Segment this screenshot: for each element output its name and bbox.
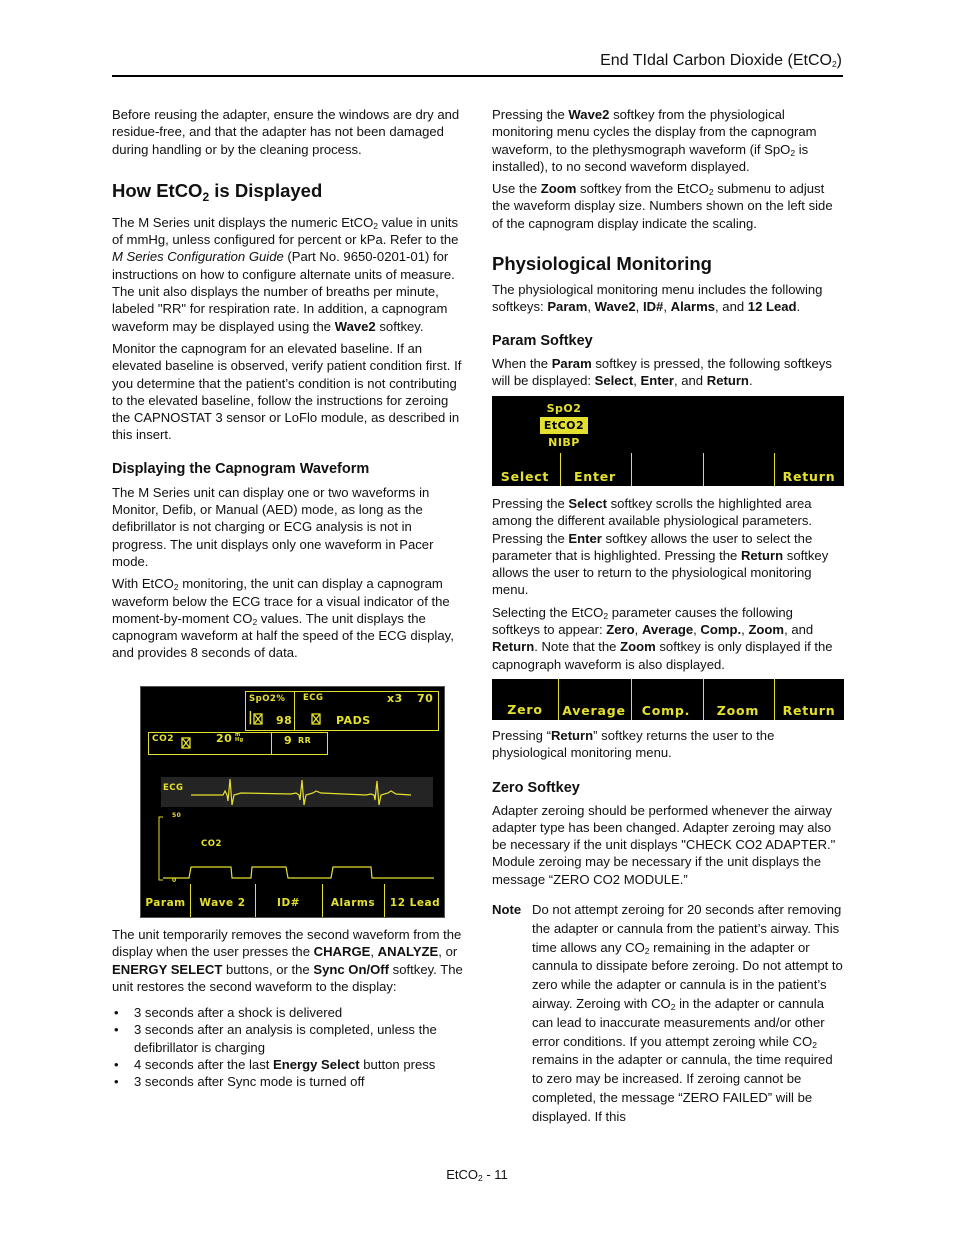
list-item: • 4 seconds after the last Energy Select button press <box>112 1056 464 1073</box>
param-paragraph: When the Param softkey is pressed, the following softkeys will be displayed: Select, Enter, and Return. <box>492 355 832 388</box>
etco2-softkey-bar <box>492 679 844 720</box>
rr-value: 9 <box>284 734 293 747</box>
note-body: Do not attempt zeroing for 20 seconds after removing the adapter or cannula from the patient’s airway. This time allows any $CO_2$ remaining in the adapter or cannula to dissipate before zeroing. Do not attempt to zero while the adapter or cannula is in the patient’s airway. Zeroing with $CO_2$ in the adapter or cannula can lead to inaccurate measurements and/or other error conditions. If you attempt zeroing while $CO_2$ remains in the adapter or cannula, the time required to zero may be increased. If zeroing cannot be completed, the message “ZERO FAILED” will be displayed. If this <box>532 902 843 1124</box>
co2-label: CO2 <box>152 734 175 744</box>
ecg-gain: x3 <box>387 692 403 705</box>
softkey-alarms[interactable]: Alarms <box>330 897 376 909</box>
co2-value: 20 <box>216 732 233 745</box>
zoom-paragraph: Use the Zoom softkey from the EtCO$_2$ submenu to adjust the waveform display size. Numbers shown on the left side of the capnogram display indicate the scaling. <box>492 181 833 231</box>
wave2-paragraph: Pressing the Wave2 softkey from the physiological monitoring menu cycles the display from the capnogram waveform, to the plethysmograph waveform (if SpO$_2$ is installed), to no second waveform displayed. <box>492 107 817 174</box>
select-paragraph: Pressing the Select softkey scrolls the highlighted area among the different available physiological parameters. Pressing the Enter softkey allows the user to select the parameter that is highlighted. Pressing the Return softkey allows the user to return to the physiological monitoring menu. <box>492 496 829 598</box>
left-column <box>112 106 464 667</box>
softkey-divider <box>703 453 704 486</box>
right-column-top <box>492 106 844 394</box>
list-item: • 3 seconds after Sync mode is turned off <box>112 1073 464 1090</box>
heart-rate-value: 70 <box>417 692 434 705</box>
spo2-label: SpO2% <box>249 694 286 704</box>
zero-paragraph: Adapter zeroing should be performed whenever the airway adapter type has been changed. Adapter zeroing may also be necessary if the unit displays "CHECK CO2 ADAPTER." Module zeroing may be necessary if the unit displays the message “ZERO CO2 MODULE.” <box>492 802 836 887</box>
monitor-screen-figure <box>140 686 445 918</box>
co2-scale-top: 50 <box>172 812 182 819</box>
softkey-average[interactable]: Average <box>562 703 626 718</box>
ecg-waveform <box>191 779 411 805</box>
restore-waveform-paragraph: The unit temporarily removes the second waveform from the display when the user presses the CHARGE, ANALYZE, or ENERGY SELECT buttons, or the Sync On/Off softkey. The unit restores the second waveform to the display: <box>112 927 463 994</box>
note-block <box>492 901 844 1127</box>
heading-physiological-monitoring: Physiological Monitoring <box>492 253 712 275</box>
heading-param-softkey: Param Softkey <box>492 332 593 349</box>
param-menu-item-spo2[interactable]: SpO2 <box>546 402 582 415</box>
left-column-lower <box>112 926 464 1091</box>
displaying-paragraph-2: With EtCO$_2$ monitoring, the unit can display a capnogram waveform below the ECG trace for a visual indicator of the moment-by-moment $CO_2$ values. The unit displays the capnogram waveform at half the speed of the ECG display, and provides 8 seconds of data. <box>112 576 454 661</box>
softkey-return[interactable]: Return <box>782 469 836 484</box>
list-item: • 3 seconds after a shock is delivered <box>112 1004 464 1021</box>
physiological-paragraph: The physiological monitoring menu includes the following softkeys: Param, Wave2, ID#, Alarms, and 12 Lead. <box>492 282 823 315</box>
ecg-trace-label: ECG <box>163 783 184 793</box>
right-column-lower <box>492 727 844 1127</box>
co2-scale-bottom: 0 <box>172 877 177 884</box>
spo2-value: 98 <box>276 714 293 727</box>
return-paragraph: Pressing “Return” softkey returns the user to the physiological monitoring menu. <box>492 728 775 761</box>
param-menu-item-etco2-selected[interactable]: EtCO2 <box>540 417 588 434</box>
co2-unit: m Hg <box>235 732 244 743</box>
intro-paragraph: Before reusing the adapter, ensure the windows are dry and residue-free, and that the adapter has not been damaged during handling or by the cleaning process. <box>112 107 460 157</box>
right-column-middle <box>492 495 844 678</box>
softkey-zero[interactable]: Zero <box>507 702 543 717</box>
softkey-select[interactable]: Select <box>500 469 550 484</box>
param-menu-item-nibp[interactable]: NIBP <box>548 436 580 449</box>
note-label: Note <box>492 902 522 918</box>
how-displayed-paragraph-2: Monitor the capnogram for an elevated baseline. If an elevated baseline is observed, verify patient condition first. If you determine that the patient’s condition is not contributing to the elevated baseline, follow the instructions for zeroing the CAPNOSTAT 3 sensor or LoFlo module, as described in this insert. <box>112 340 462 443</box>
selecting-etco2-paragraph: Selecting the EtCO$_2$ parameter causes the following softkeys to appear: Zero, Average, Comp., Zoom, and Return. Note that the Zoom softkey is only displayed if the capnograph waveform is also displayed. <box>492 604 833 672</box>
heading-how-etco2-displayed: How EtCO$_2$ is Displayed <box>112 179 323 204</box>
spo2-signal-bar: | <box>248 710 254 725</box>
softkey-wave2[interactable]: Wave 2 <box>199 897 246 909</box>
softkey-zoom[interactable]: Zoom <box>716 703 760 718</box>
page-footer: EtCO$_2$ - 11 <box>446 1167 508 1183</box>
list-item: • 3 seconds after an analysis is completed, unless the defibrillator is charging <box>112 1021 464 1056</box>
softkey-divider <box>631 453 632 486</box>
running-header-title: End TIdal Carbon Dioxide (EtCO$_2$) <box>600 52 842 69</box>
heading-zero-softkey: Zero Softkey <box>492 779 580 796</box>
rr-label: RR <box>298 736 312 745</box>
softkey-comp[interactable]: Comp. <box>641 703 691 718</box>
how-displayed-paragraph-1: The M Series unit displays the numeric EtCO$_2$ value in units of mmHg, unless configured for percent or kPa. Refer to the M Series Configuration Guide (Part No. 9650-0201-01) for instructions on how to configure alternate units of measure. The unit also displays the number of breaths per minute, labeled "RR" for respiration rate. In addition, a capnogram waveform may be displayed using the Wave2 softkey. <box>112 214 459 334</box>
param-menu <box>540 400 588 451</box>
ecg-label: ECG <box>303 693 324 703</box>
softkey-return[interactable]: Return <box>782 703 836 718</box>
displaying-paragraph-1: The M Series unit can display one or two waveforms in Monitor, Defib, or Manual (AED) mode, as long as the defibrillator is not charging or ECG analysis is not in progress. The unit displays only one waveform in Pacer mode. <box>112 484 434 569</box>
softkey-12-lead[interactable]: 12 Lead <box>389 897 441 909</box>
co2-trace-label: CO2 <box>201 839 222 849</box>
heading-displaying-capnogram: Displaying the Capnogram Waveform <box>112 460 370 477</box>
restore-conditions-list <box>112 1004 464 1090</box>
co2-scale-axis <box>159 817 163 880</box>
softkey-enter[interactable]: Enter <box>573 469 617 484</box>
ecg-lead-pads: PADS <box>336 714 371 727</box>
co2-waveform <box>163 867 434 878</box>
softkey-id[interactable]: ID# <box>277 897 300 909</box>
param-softkey-bar <box>492 396 844 486</box>
header-rule <box>112 75 843 77</box>
waveform-traces <box>141 687 446 887</box>
softkey-param[interactable]: Param <box>145 897 186 909</box>
